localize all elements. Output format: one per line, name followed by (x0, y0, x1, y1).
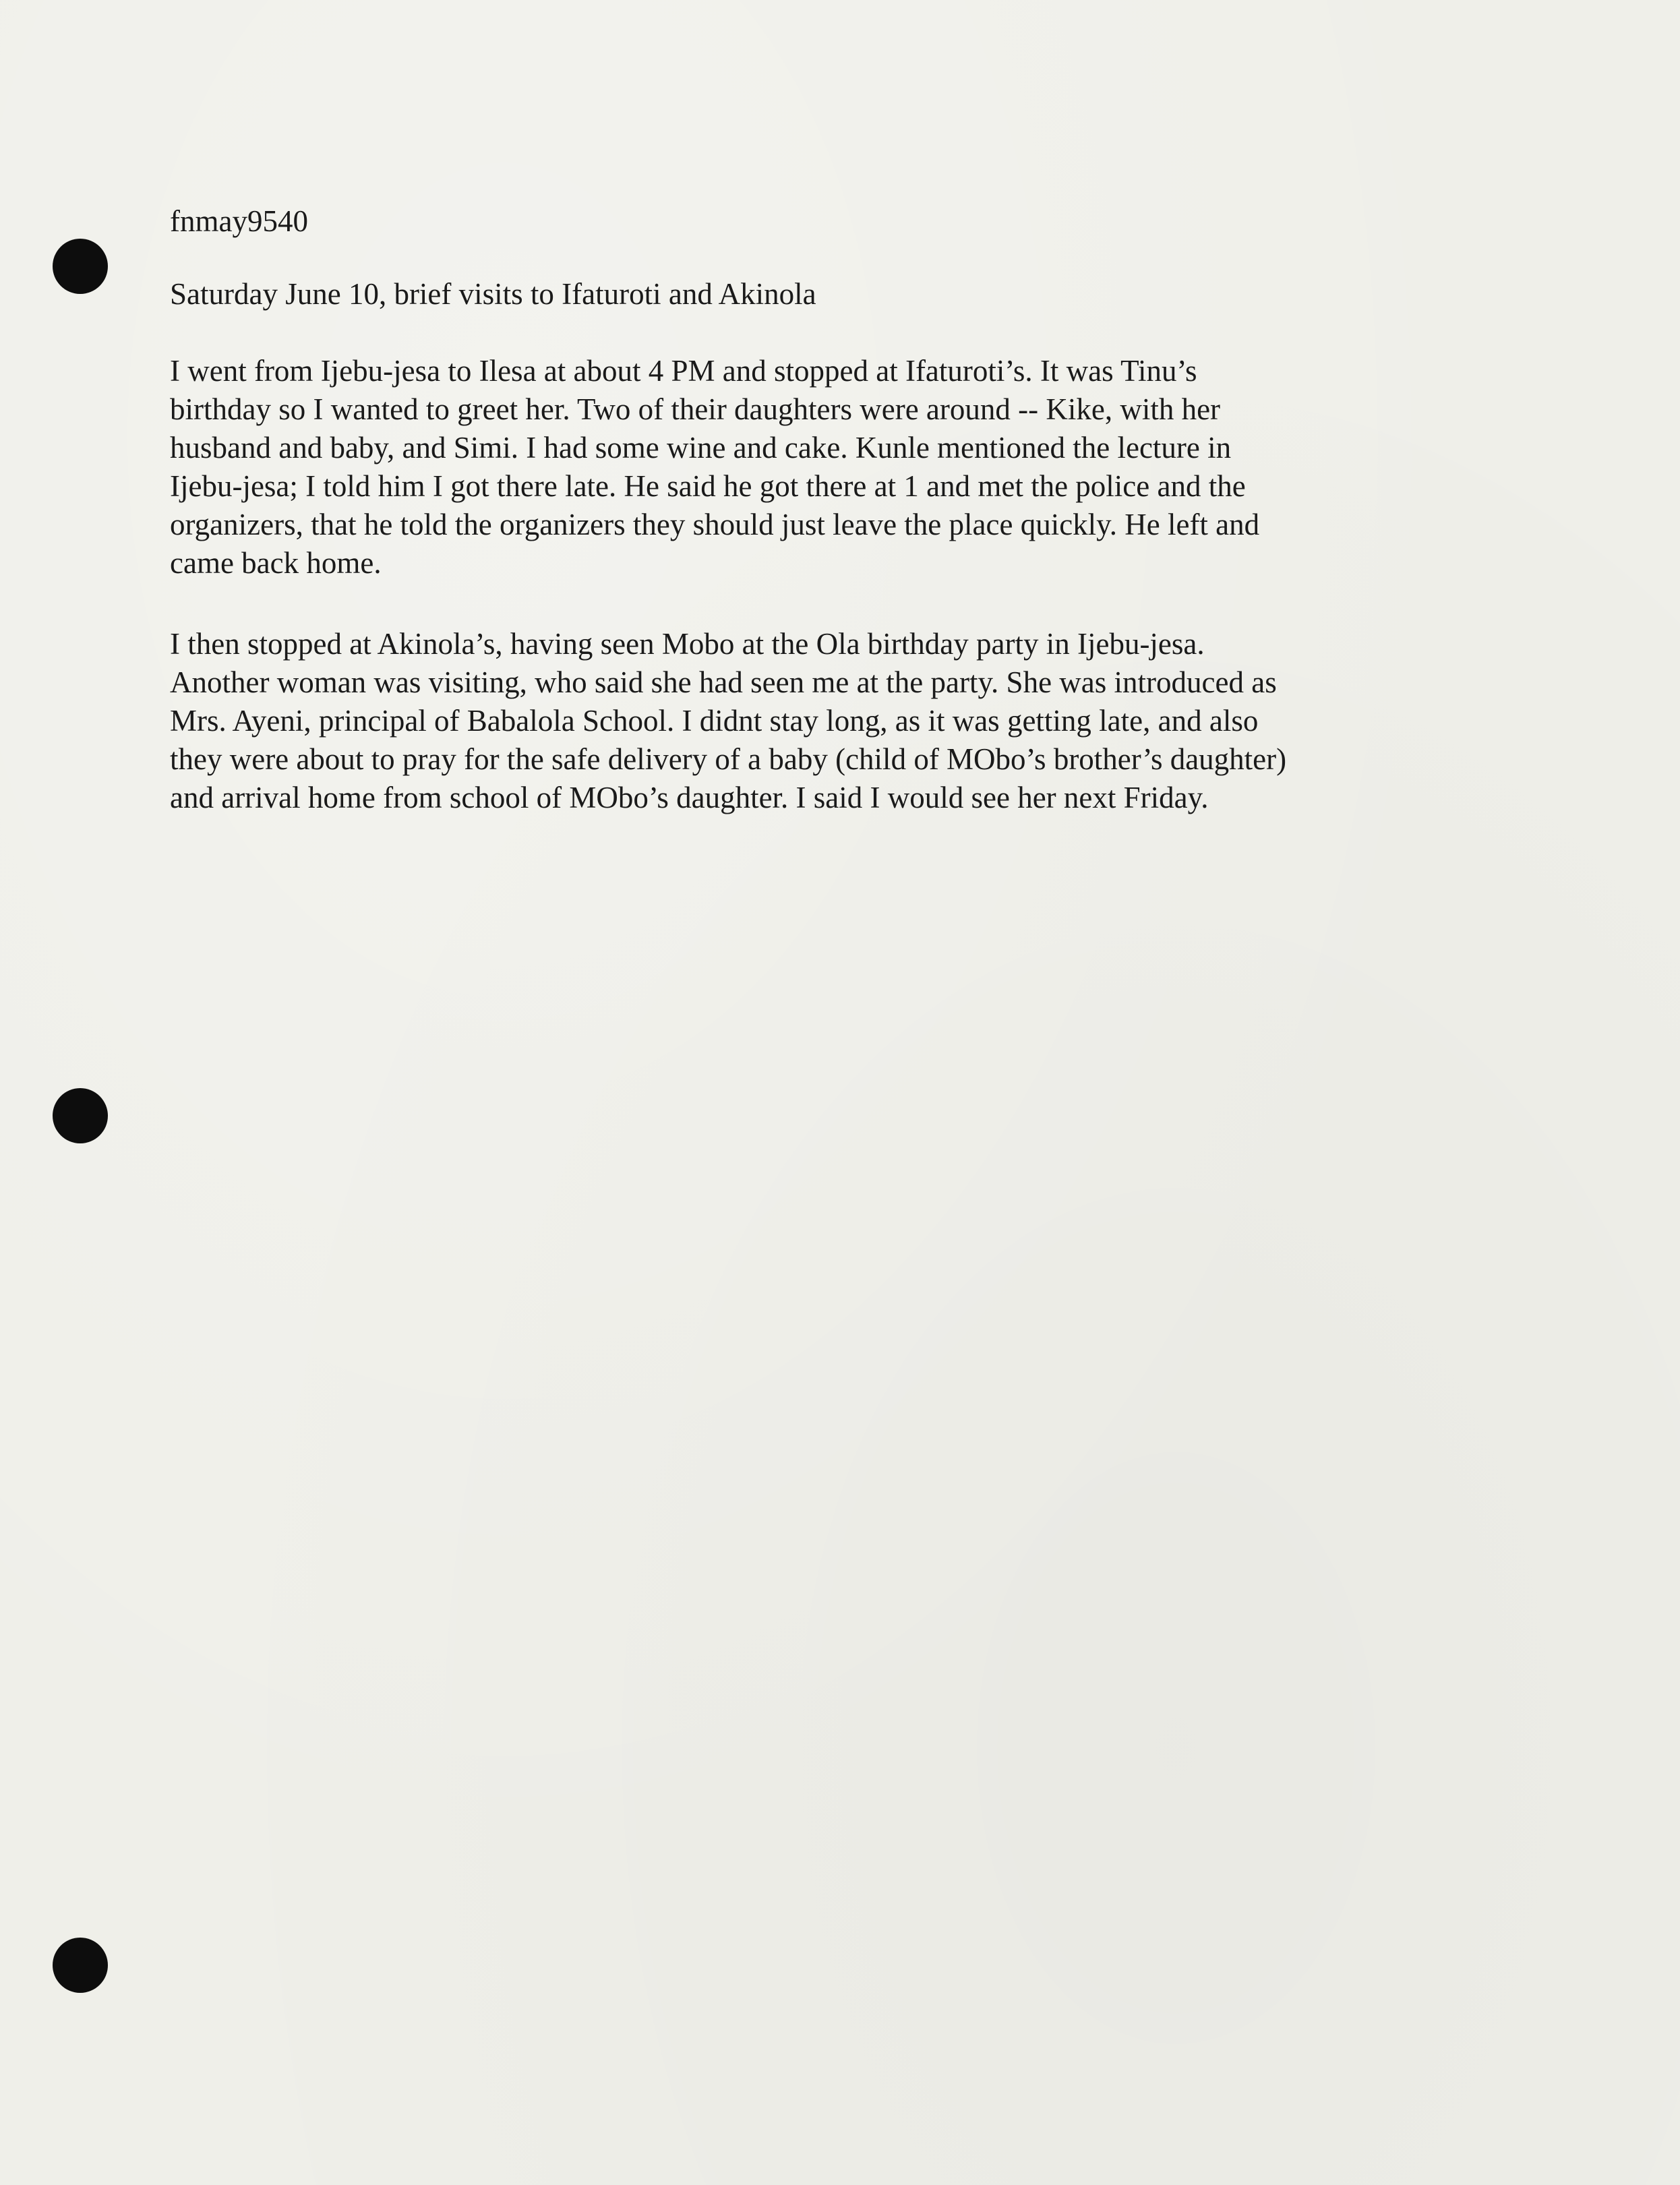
paragraph-line: I went from Ijebu-jesa to Ilesa at about 4 PM and stopped at Ifaturoti’s. It was Tinu’s (170, 354, 1197, 388)
paragraph-line: organizers, that he told the organizers they should just leave the place quickly. He left and (170, 508, 1260, 541)
paragraph-line: husband and baby, and Simi. I had some wine and cake. Kunle mentioned the lecture in (170, 431, 1232, 465)
paragraph-1 (170, 352, 1259, 582)
paragraph-line: Mrs. Ayeni, principal of Babalola School. I didnt stay long, as it was getting late, and also (170, 704, 1259, 738)
paragraph-line: I then stopped at Akinola’s, having seen Mobo at the Ola birthday party in Ijebu-jesa. (170, 627, 1205, 661)
binder-hole-middle (53, 1088, 108, 1143)
paragraph-line: birthday so I wanted to greet her. Two of their daughters were around -- Kike, with her (170, 392, 1221, 426)
paragraph-line: came back home. (170, 546, 382, 580)
paragraph-line: they were about to pray for the safe delivery of a baby (child of MObo’s brother’s daughter) (170, 742, 1287, 776)
binder-hole-top (53, 239, 108, 294)
paragraph-line: and arrival home from school of MObo’s daughter. I said I would see her next Friday. (170, 781, 1209, 814)
paragraph-line: Another woman was visiting, who said she had seen me at the party. She was introduced as (170, 665, 1277, 699)
document-id: fnmay9540 (170, 204, 308, 238)
paragraph-2 (170, 625, 1286, 817)
paragraph-line: Ijebu-jesa; I told him I got there late. He said he got there at 1 and met the police and the (170, 469, 1246, 503)
entry-heading: Saturday June 10, brief visits to Ifaturoti and Akinola (170, 277, 816, 311)
binder-hole-bottom (53, 1938, 108, 1993)
